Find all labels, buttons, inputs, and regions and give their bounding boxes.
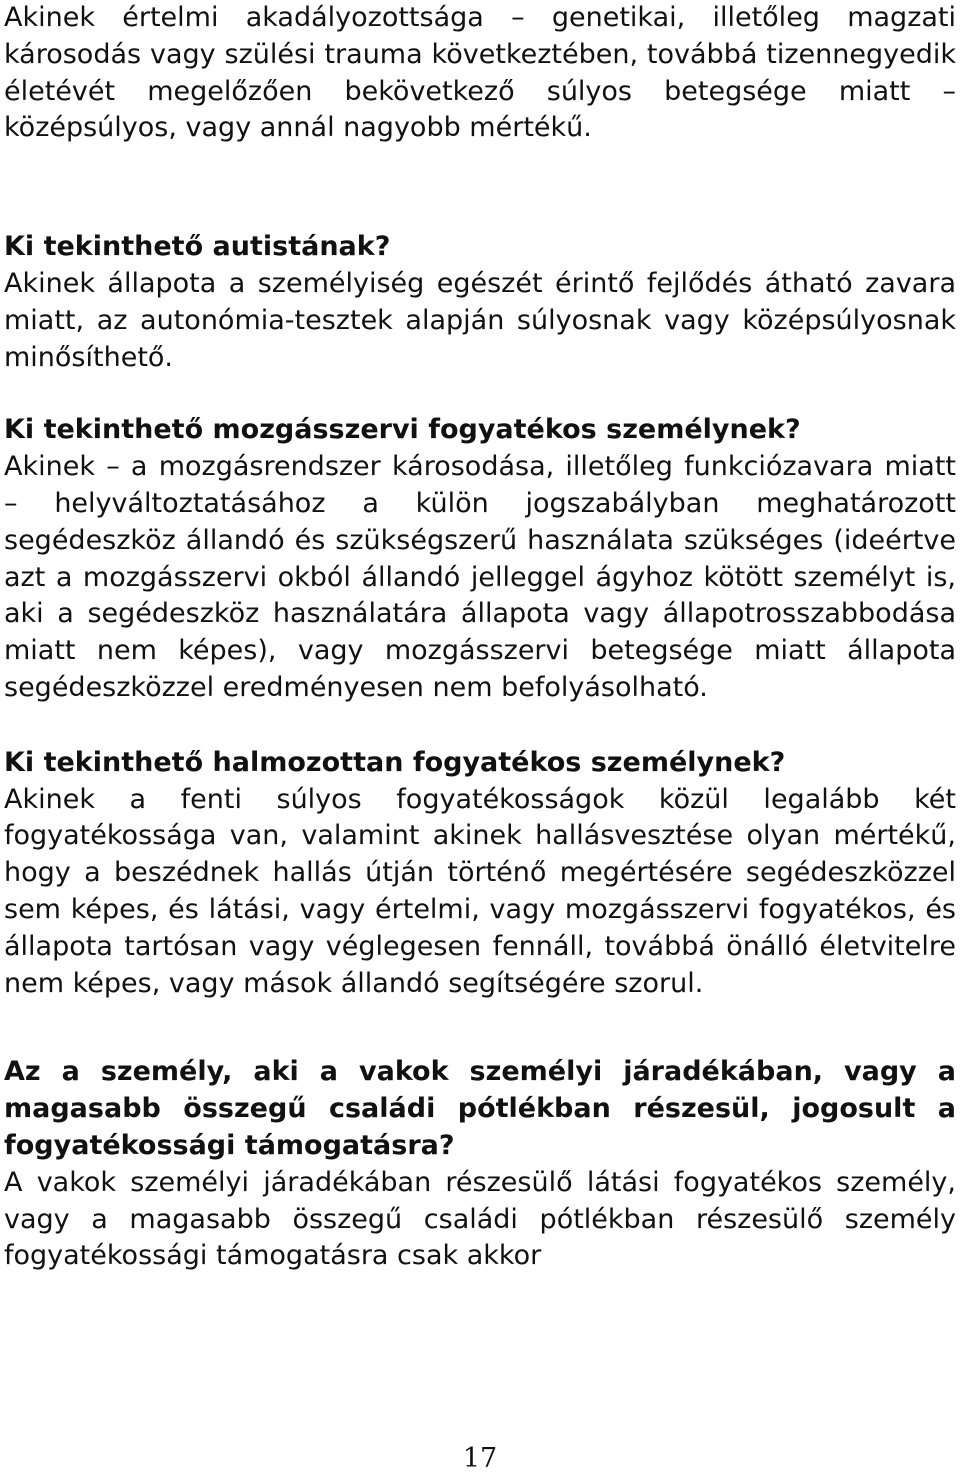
section-mobility-disability [4, 412, 956, 706]
intro-paragraph: Akinek értelmi akadályozottsága – genetikai, illetőleg magzati károsodás vagy szülési trauma következtében, továbbá tizennegyedik életévét megelőzően bekövetkező súlyos betegsége miatt – középsúlyos, vagy annál nagyobb mértékű. [4, 2, 956, 144]
document-page [4, 0, 956, 1275]
section-heading: Ki tekinthető halmozottan fogyatékos személynek? [4, 746, 786, 778]
section-multiple-disability [4, 745, 956, 1003]
spacer [4, 707, 956, 745]
section-eligibility-question [4, 1054, 956, 1275]
spacer [4, 147, 956, 229]
section-body: A vakok személyi járadékában részesülő látási fogyatékos személy, vagy a magasabb összegű családi pótlékban részesülő személy fogyatékossági támogatásra csak akkor [4, 1166, 956, 1272]
spacer [4, 376, 956, 412]
section-body: Akinek a fenti súlyos fogyatékosságok közül legalább két fogyatékossága van, valamint akinek hallásvesztése olyan mértékű, hogy a beszédnek hallás útján történő megértésére segédeszközzel sem képes, és látási, vagy értelmi, vagy mozgásszervi fogyatékos, és állapota tartósan vagy véglegesen fennáll, továbbá önálló életvitelre nem képes, vagy mások állandó segítségére szorul. [4, 783, 956, 999]
section-heading: Ki tekinthető autistának? [4, 231, 391, 263]
section-heading: Az a személy, aki a vakok személyi járadékában, vagy a magasabb összegű családi pótlékban részesül, jogosult a fogyatékossági támogatásra? [4, 1056, 956, 1161]
section-body: Akinek – a mozgásrendszer károsodása, illetőleg funkciózavara miatt – helyváltoztatásához a külön jogszabályban meghatározott segédeszköz állandó és szükségszerű használata szükséges (ideértve azt a mozgásszervi okból állandó jelleggel ágyhoz kötött személyt is, aki a segédeszköz használatára állapota vagy állapotrosszabbodása miatt nem képes), vagy mozgásszervi betegsége miatt állapota segédeszközzel eredményesen nem befolyásolható. [4, 451, 956, 703]
section-heading: Ki tekinthető mozgásszervi fogyatékos személynek? [4, 414, 801, 446]
spacer [4, 1002, 956, 1054]
section-body: Akinek állapota a személyiség egészét érintő fejlődés átható zavara miatt, az autonómia-tesztek alapján súlyosnak vagy középsúlyosnak minősíthető. [4, 267, 956, 373]
section-autism [4, 229, 956, 376]
page-number: 17 [462, 1443, 498, 1474]
